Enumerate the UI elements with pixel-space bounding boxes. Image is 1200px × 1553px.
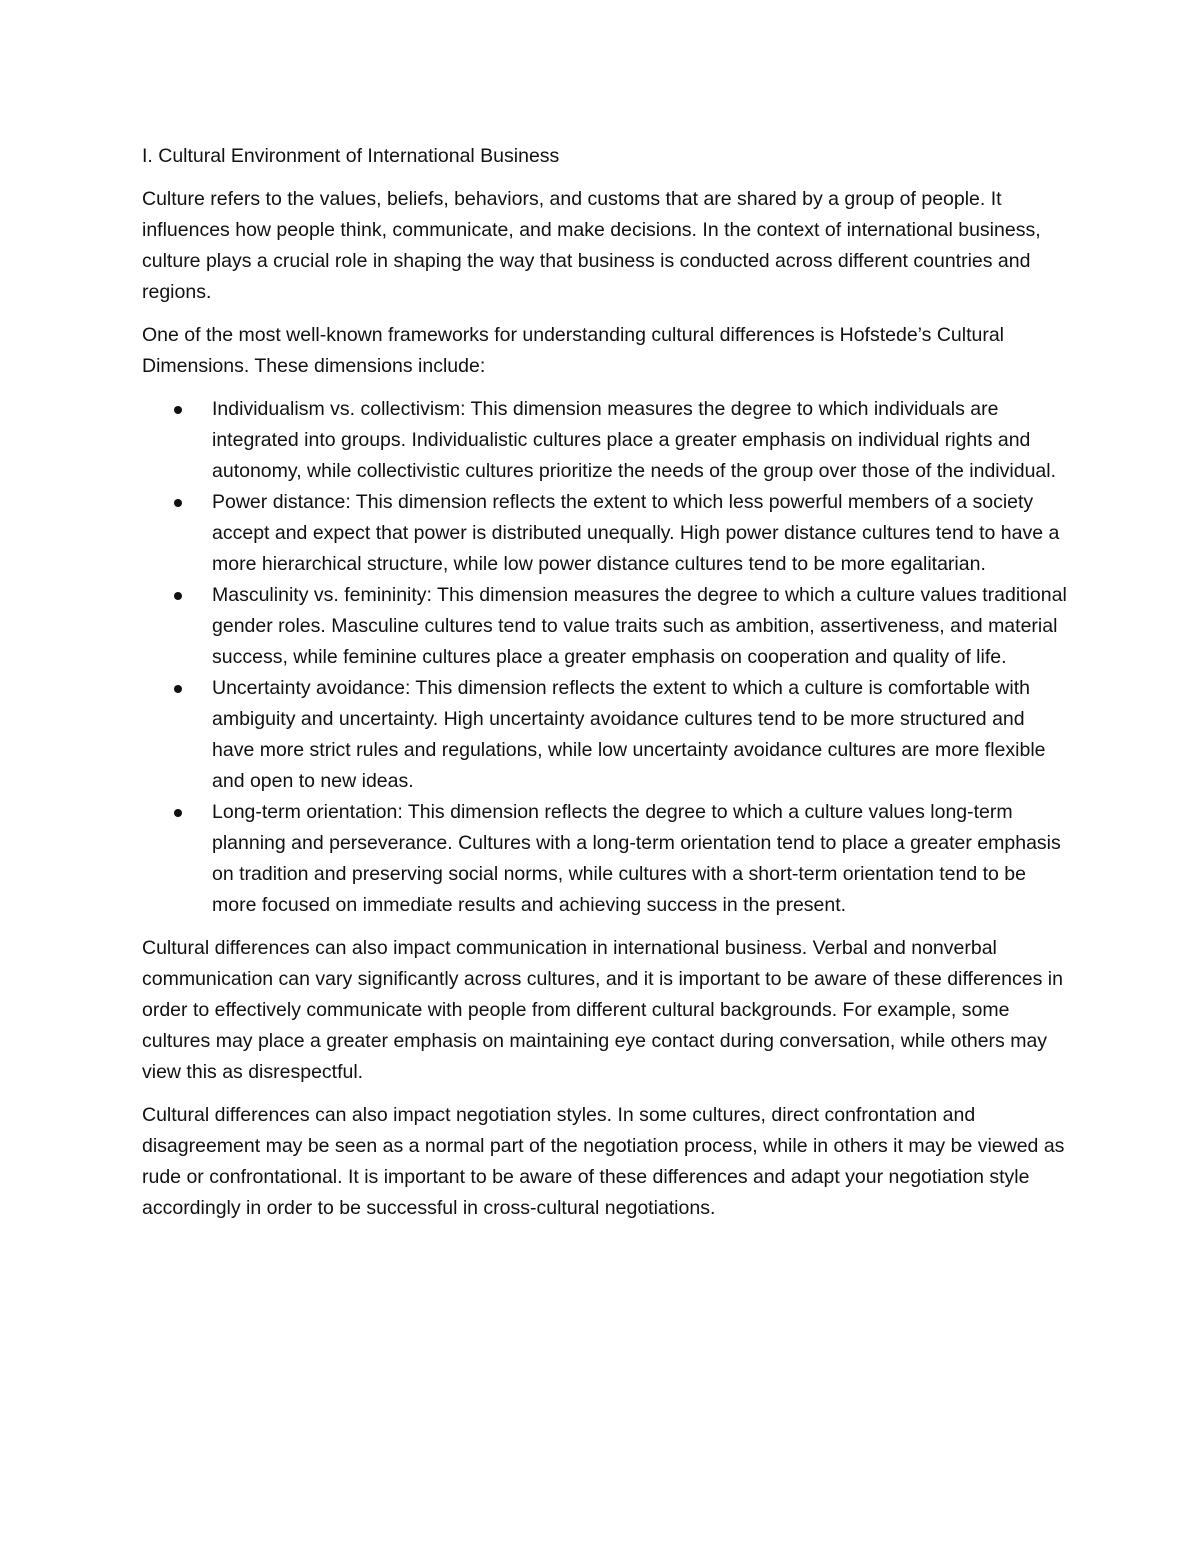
list-item-text: Individualism vs. collectivism: This dimension measures the degree to which individuals are integrated into groups. Individualistic cultures place a greater emphasis on individual rights and autonomy, while collectivistic cultures prioritize the needs of the group over those of the individual. — [212, 398, 1057, 482]
list-item-text: Power distance: This dimension reflects the extent to which less powerful members of a society accept and expect that power is distributed unequally. High power distance cultures tend to have a more hierarchical structure, while low power distance cultures tend to be more egalitarian. — [212, 491, 1060, 575]
section-heading: I. Cultural Environment of International Business — [142, 145, 560, 167]
list-item-power-distance — [142, 487, 1072, 580]
paragraph-hofstede-intro: One of the most well-known frameworks for understanding cultural differences is Hofstede’s Cultural Dimensions. These dimensions include: — [142, 324, 1005, 377]
document-page — [142, 141, 1072, 1236]
list-item-uncertainty-avoidance — [142, 673, 1072, 797]
paragraph-negotiation: Cultural differences can also impact negotiation styles. In some cultures, direct confrontation and disagreement may be seen as a normal part of the negotiation process, while in others it may be viewed as rude or confrontational. It is important to be aware of these differences and adapt your negotiation style accordingly in order to be successful in cross-cultural negotiations. — [142, 1104, 1065, 1219]
bullet-icon — [174, 809, 182, 817]
list-item-individualism — [142, 394, 1072, 487]
list-item-masculinity — [142, 580, 1072, 673]
bullet-icon — [174, 406, 182, 414]
paragraph-communication: Cultural differences can also impact communication in international business. Verbal and nonverbal communication can vary significantly across cultures, and it is important to be aware of these differences in order to effectively communicate with people from different cultural backgrounds. For example, some cultures may place a greater emphasis on maintaining eye contact during conversation, while others may view this as disrespectful. — [142, 937, 1063, 1083]
bullet-icon — [174, 499, 182, 507]
list-item-text: Uncertainty avoidance: This dimension reflects the extent to which a culture is comfortable with ambiguity and uncertainty. High uncertainty avoidance cultures tend to be more structured and have more strict rules and regulations, while low uncertainty avoidance cultures are more flexible and open to new ideas. — [212, 677, 1046, 792]
list-item-long-term-orientation — [142, 797, 1072, 921]
list-item-text: Long-term orientation: This dimension reflects the degree to which a culture values long-term planning and perseverance. Cultures with a long-term orientation tend to place a greater emphasis on tradition and preserving social norms, while cultures with a short-term orientation tend to be more focused on immediate results and achieving success in the present. — [212, 801, 1061, 916]
bullet-icon — [174, 592, 182, 600]
dimensions-list — [142, 394, 1072, 921]
paragraph-culture-definition: Culture refers to the values, beliefs, behaviors, and customs that are shared by a group of people. It influences how people think, communicate, and make decisions. In the context of international business, culture plays a crucial role in shaping the way that business is conducted across different countries and regions. — [142, 188, 1041, 303]
bullet-icon — [174, 685, 182, 693]
list-item-text: Masculinity vs. femininity: This dimension measures the degree to which a culture values traditional gender roles. Masculine cultures tend to value traits such as ambition, assertiveness, and material success, while feminine cultures place a greater emphasis on cooperation and quality of life. — [212, 584, 1067, 668]
